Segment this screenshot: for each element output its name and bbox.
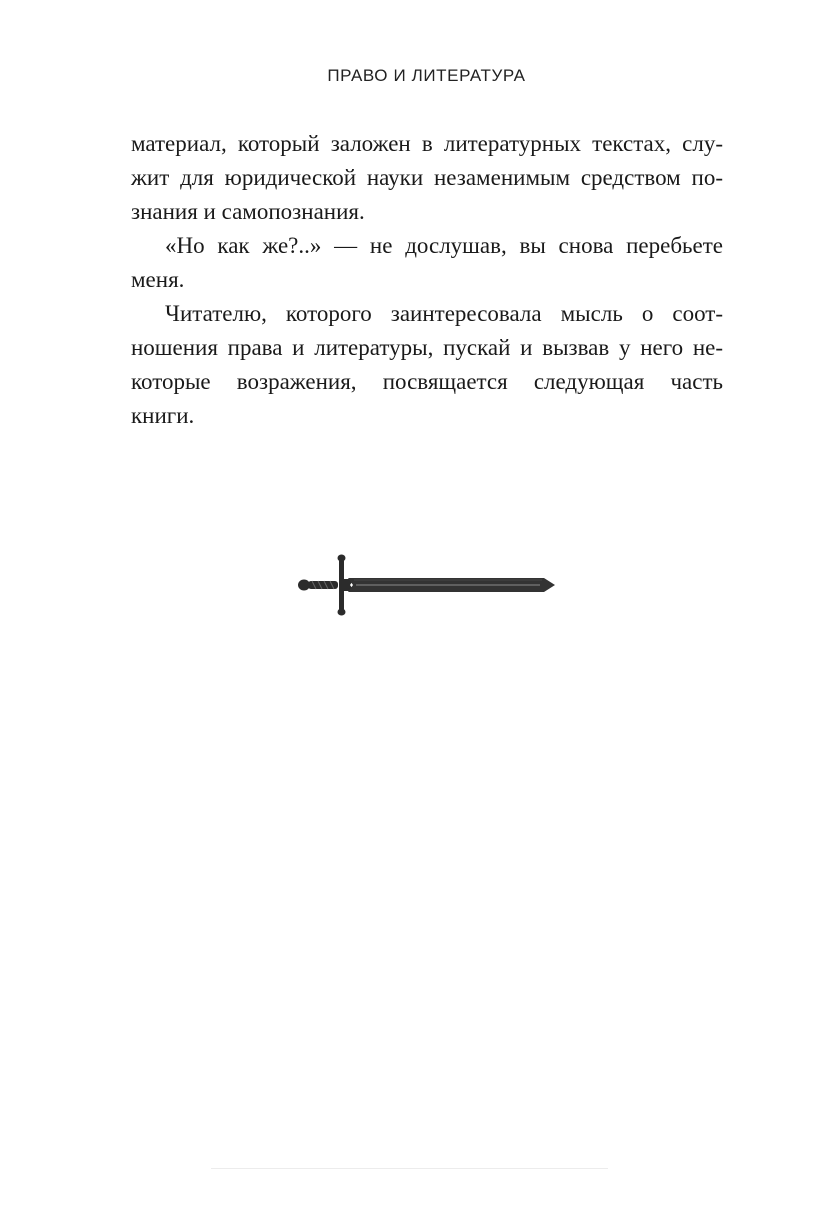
- running-head: ПРАВО И ЛИТЕРАТУРА: [327, 66, 526, 85]
- paragraph: [131, 127, 723, 229]
- body-text: [131, 127, 723, 433]
- footer-divider: [211, 1168, 608, 1169]
- paragraph: [131, 297, 723, 433]
- text-line: «Но как же?..» — не дослушав, вы снова перебьете: [165, 233, 723, 258]
- text-line: книги.: [131, 403, 195, 428]
- text-line: меня.: [131, 267, 185, 292]
- text-line: ношения права и литературы, пускай и вызвав у него не-: [131, 335, 723, 360]
- text-line: жит для юридической науки незаменимым средством по-: [131, 165, 723, 190]
- text-line: знания и самопознания.: [131, 199, 365, 224]
- paragraph: [131, 229, 723, 297]
- text-line: Читателю, которого заинтересовала мысль о соот-: [165, 301, 723, 326]
- sword-icon: [296, 553, 558, 617]
- text-line: которые возражения, посвящается следующая часть: [131, 369, 723, 394]
- text-line: материал, который заложен в литературных текстах, слу-: [131, 131, 723, 156]
